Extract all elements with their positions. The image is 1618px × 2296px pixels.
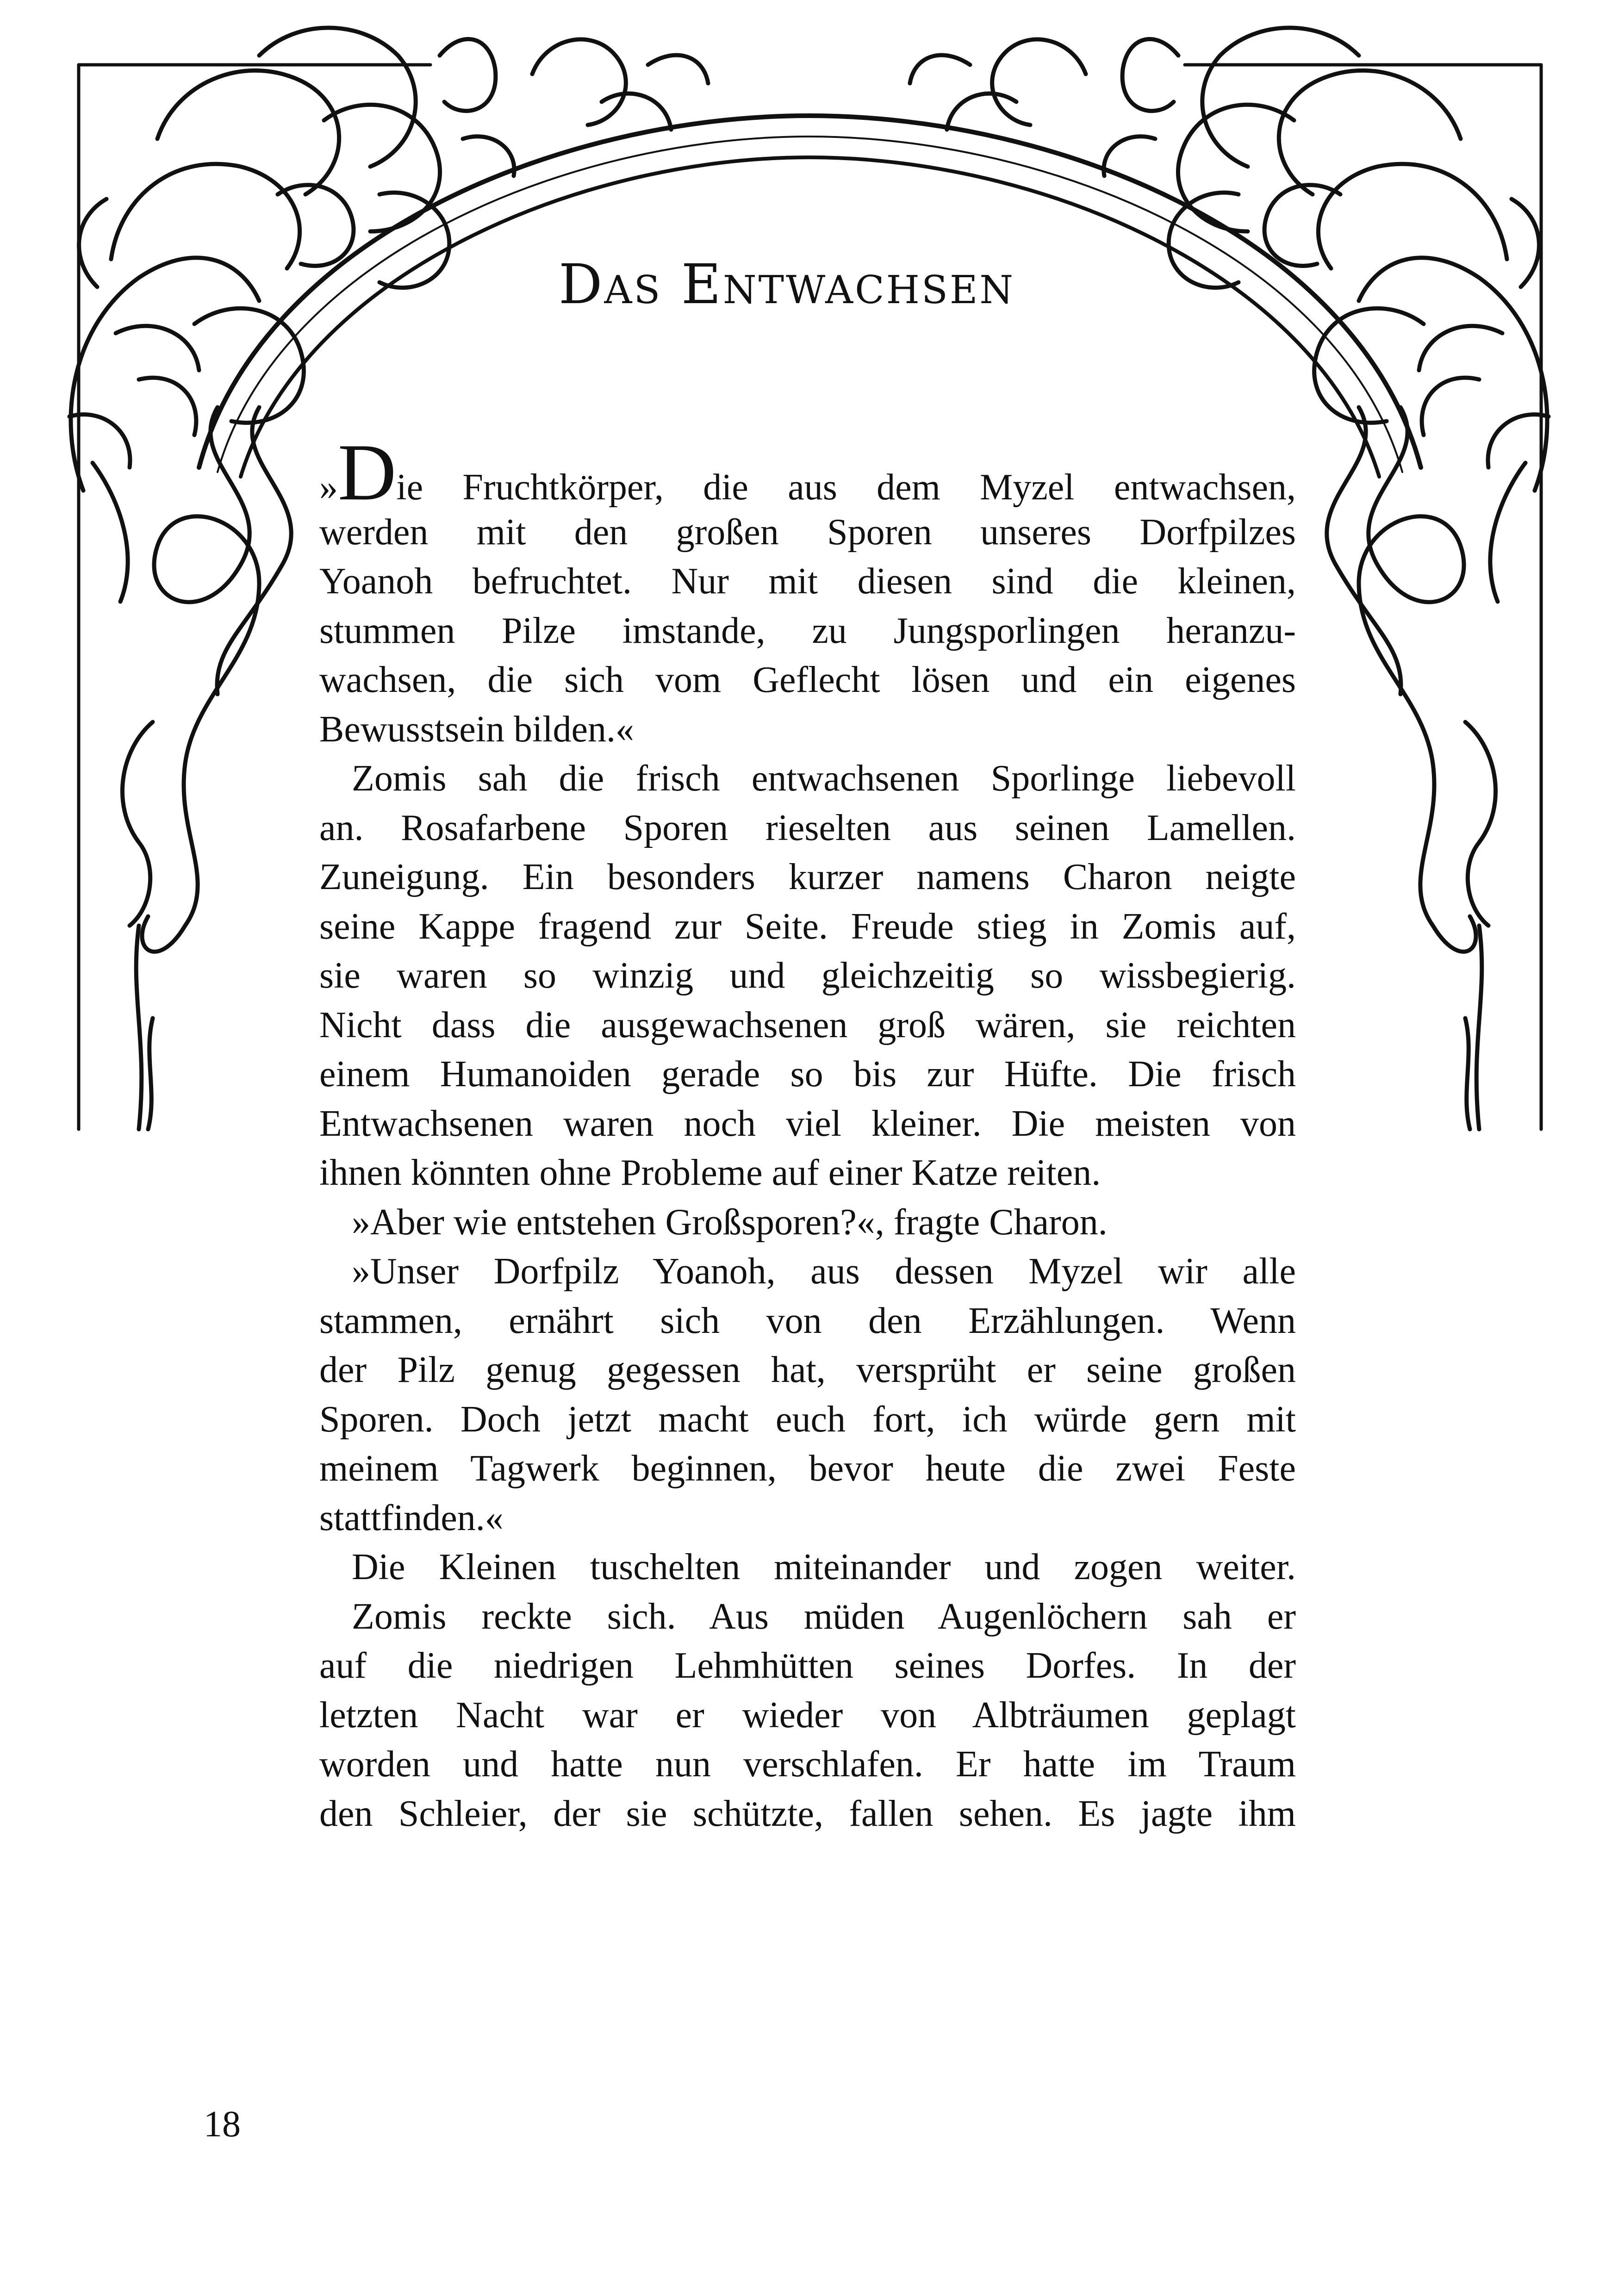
text-line: Yoanoh befruchtet. Nur mit diesen sind die kleinen, <box>319 561 1296 602</box>
text-line: stattfinden.« <box>319 1497 504 1538</box>
drop-cap: D <box>338 427 397 517</box>
text-line: wachsen, die sich vom Geflecht lösen und ein eigenes <box>319 660 1296 700</box>
text-line: Entwachsenen waren noch viel kleiner. Die meisten von <box>319 1103 1296 1144</box>
text-line: Nicht dass die ausgewachsenen groß wären, sie reichten <box>319 1004 1296 1045</box>
text-line: stummen Pilze imstande, zu Jungsporlingen heranzu- <box>319 610 1296 651</box>
body-text <box>319 427 1296 1838</box>
text-line: »Unser Dorfpilz Yoanoh, aus dessen Myzel wir alle <box>352 1251 1296 1292</box>
text-line: Zuneigung. Ein besonders kurzer namens Charon neigte <box>319 857 1296 897</box>
opening-quote: » <box>319 467 338 508</box>
text-line: meinem Tagwerk beginnen, bevor heute die zwei Feste <box>319 1448 1296 1489</box>
text-line: Bewusstsein bilden.« <box>319 709 634 750</box>
text-line: werden mit den großen Sporen unseres Dorfpilzes <box>319 511 1296 553</box>
text-line: worden und hatte nun verschlafen. Er hatte im Traum <box>319 1744 1296 1785</box>
text-line: den Schleier, der sie schützte, fallen sehen. Es jagte ihm <box>319 1793 1296 1834</box>
text-line: letzten Nacht war er wieder von Albträumen geplagt <box>319 1694 1296 1736</box>
chapter-title: Das Entwachsen <box>558 252 1015 316</box>
text-line: auf die niedrigen Lehmhütten seines Dorfes. In der <box>319 1645 1296 1686</box>
text-line: Zomis sah die frisch entwachsenen Sporlinge liebevoll <box>352 758 1296 799</box>
text-line: stammen, ernährt sich von den Erzählungen. Wenn <box>319 1300 1296 1341</box>
text-line: der Pilz genug gegessen hat, versprüht er seine großen <box>319 1350 1296 1390</box>
text-line: Sporen. Doch jetzt macht euch fort, ich würde gern mit <box>319 1399 1296 1440</box>
text-line: Die Kleinen tuschelten miteinander und zogen weiter. <box>352 1547 1296 1587</box>
text-line-first <box>319 427 1296 517</box>
text-line: ihnen könnten ohne Probleme auf einer Katze reiten. <box>319 1152 1101 1193</box>
text-line: »Aber wie entstehen Großsporen?«, fragte Charon. <box>352 1201 1108 1243</box>
text-line: Zomis reckte sich. Aus müden Augenlöchern sah er <box>352 1596 1296 1637</box>
text-line: seine Kappe fragend zur Seite. Freude stieg in Zomis auf, <box>319 906 1296 947</box>
first-line-text: ie Fruchtkörper, die aus dem Myzel entwachsen, <box>396 467 1296 508</box>
text-line: sie waren so winzig und gleichzeitig so wissbegierig. <box>319 955 1296 996</box>
text-line: einem Humanoiden gerade so bis zur Hüfte. Die frisch <box>319 1054 1296 1095</box>
page-number: 18 <box>204 2104 241 2145</box>
text-line: an. Rosafarbene Sporen rieselten aus seinen Lamellen. <box>319 807 1296 848</box>
